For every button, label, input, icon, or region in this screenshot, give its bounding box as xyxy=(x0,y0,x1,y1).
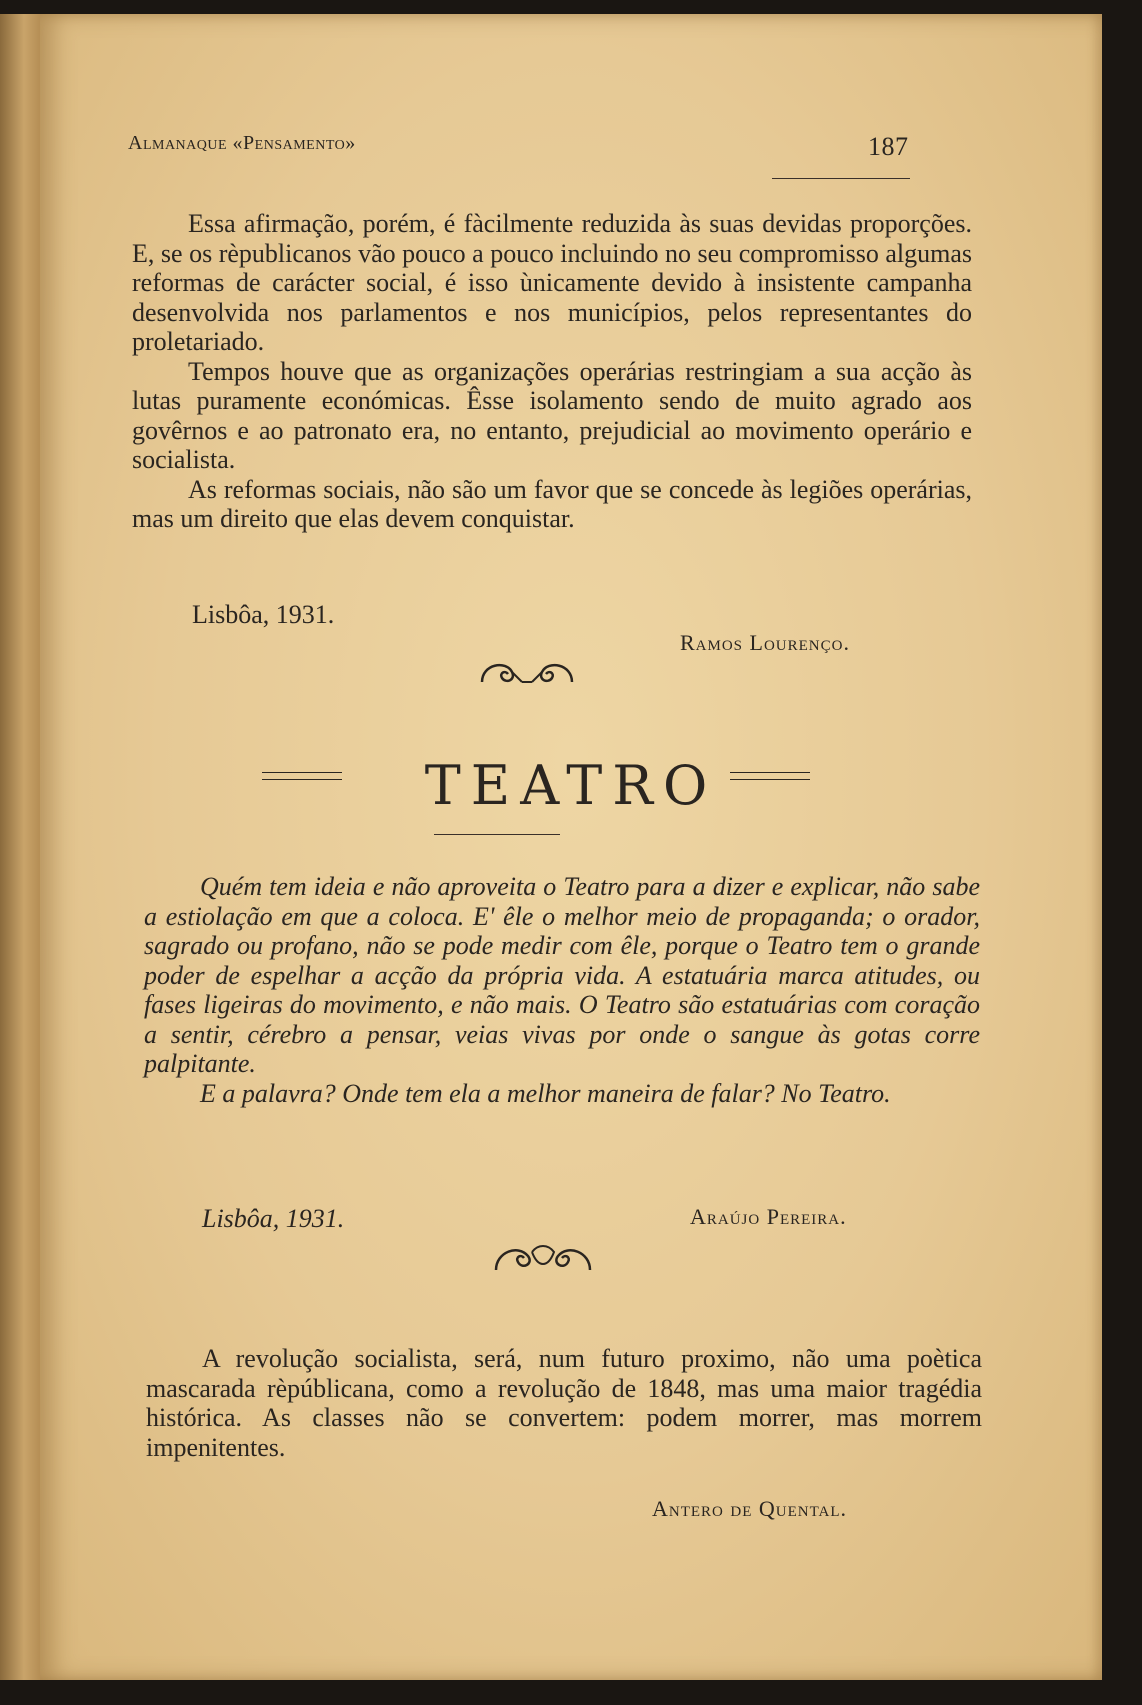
article-1-place-date: Lisbôa, 1931. xyxy=(192,600,335,629)
fleuron-ornament xyxy=(488,1238,598,1278)
section-rule xyxy=(434,834,560,835)
paragraph: Essa afirmação, porém, é fàcilmente reduzida às suas devidas proporções. E, se os rèpublicanos vão pouco a pouco incluindo no seu compromisso algumas reformas de carácter social, é isso ùnicamente devido à insistente campanha desenvolvida nos parlamentos e nos municípios, pelos representantes do proletariado. xyxy=(132,209,972,356)
book-page xyxy=(40,14,1102,1680)
paragraph: Quém tem ideia e não aproveita o Teatro para a dizer e explicar, não sabe a estiolação em que a coloca. E' êle o melhor meio de propaganda; o orador, sagrado ou profano, não se pode medir com êle, porque o Teatro tem o grande poder de espelhar a acção da própria vida. A estatuária marca atitudes, ou fases ligeiras do movimento, e não mais. O Teatro são estatuárias com coração a sentir, cérebro a pensar, veias vivas por onde o sangue às gotas corre palpitante. xyxy=(144,872,980,1078)
article-3-body xyxy=(146,1344,982,1462)
section-title: TEATRO xyxy=(424,754,718,817)
page-number: 187 xyxy=(868,132,909,161)
article-1-body xyxy=(132,209,972,534)
paragraph: Tempos houve que as organizações operárias restringiam a sua acção às lutas puramente económicas. Êsse isolamento sendo de muito agrado aos govêrnos e ao patronato era, no entanto, prejudicial ao movimento operário e socialista. xyxy=(132,356,972,474)
paragraph: As reformas sociais, não são um favor que se concede às legiões operárias, mas um direito que elas devem conquistar. xyxy=(132,474,972,533)
paragraph: A revolução socialista, será, num futuro proximo, não uma poètica mascarada rèpúblicana, como a revolução de 1848, mas uma maior tragédia histórica. As classes não se convertem: podem morrer, mas morrem impenitentes. xyxy=(146,1344,982,1462)
fleuron-ornament xyxy=(472,652,582,692)
article-3-signature: Antero de Quental. xyxy=(652,1496,848,1521)
article-2-body xyxy=(144,872,980,1108)
title-rule-right xyxy=(730,772,810,780)
book-gutter xyxy=(0,14,40,1680)
running-title: Almanaque «Pensamento» xyxy=(128,132,356,154)
article-1-signature: Ramos Lourenço. xyxy=(680,630,850,655)
article-2-signature: Araújo Pereira. xyxy=(690,1204,847,1229)
paragraph: E a palavra? Onde tem ela a melhor maneira de falar? No Teatro. xyxy=(200,1078,891,1108)
running-header xyxy=(128,132,909,161)
header-rule xyxy=(772,178,910,179)
article-2-place-date: Lisbôa, 1931. xyxy=(202,1204,345,1233)
